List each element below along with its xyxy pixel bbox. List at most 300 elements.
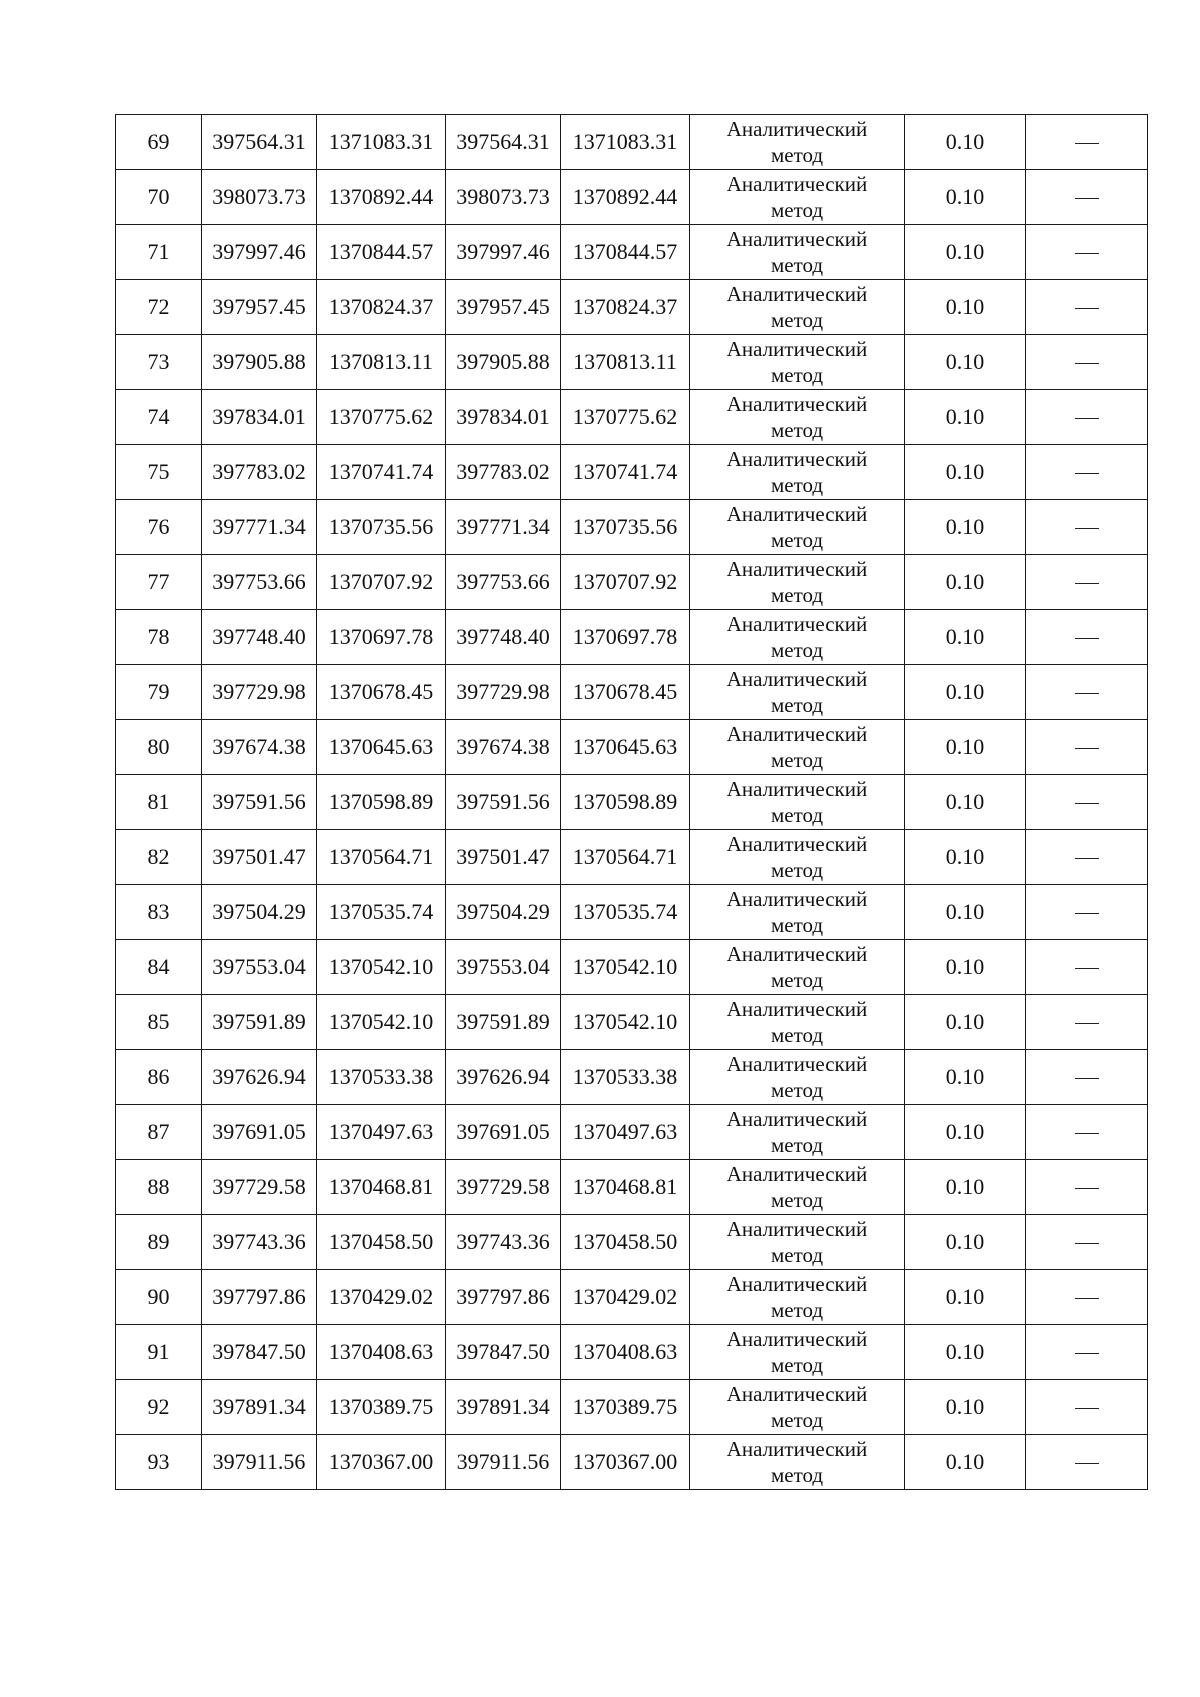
table-row [116,1160,1148,1215]
accuracy-cell: 0.10 [905,1105,1026,1160]
method-cell [690,1325,905,1380]
method-line-2: метод [770,363,824,387]
y-coordinate-new-cell: 1370542.10 [561,940,690,995]
note-cell [1026,445,1148,500]
table-row [116,885,1148,940]
table-row [116,1435,1148,1490]
table-row [116,170,1148,225]
dash-mark [1075,638,1099,639]
x-coordinate-existing-cell: 397501.47 [202,830,317,885]
accuracy-cell: 0.10 [905,555,1026,610]
point-number-cell: 71 [116,225,202,280]
method-line-2: метод [770,968,824,992]
method-cell [690,390,905,445]
method-line-1: Аналитический [726,612,868,636]
note-cell [1026,775,1148,830]
method-line-2: метод [770,253,824,277]
method-line-1: Аналитический [726,337,868,361]
x-coordinate-new-cell: 397504.29 [446,885,561,940]
table-row [116,940,1148,995]
note-cell [1026,885,1148,940]
point-number-cell: 91 [116,1325,202,1380]
note-cell [1026,1160,1148,1215]
method-cell [690,280,905,335]
point-number-cell: 90 [116,1270,202,1325]
x-coordinate-existing-cell: 397905.88 [202,335,317,390]
y-coordinate-existing-cell: 1370458.50 [317,1215,446,1270]
table-row [116,445,1148,500]
accuracy-cell: 0.10 [905,280,1026,335]
dash-mark [1075,1243,1099,1244]
method-line-2: метод [770,1188,824,1212]
method-line-1: Аналитический [726,502,868,526]
y-coordinate-new-cell: 1370429.02 [561,1270,690,1325]
x-coordinate-new-cell: 397891.34 [446,1380,561,1435]
note-cell [1026,610,1148,665]
x-coordinate-new-cell: 397729.98 [446,665,561,720]
x-coordinate-new-cell: 397783.02 [446,445,561,500]
x-coordinate-existing-cell: 397997.46 [202,225,317,280]
point-number-cell: 84 [116,940,202,995]
x-coordinate-new-cell: 397834.01 [446,390,561,445]
note-cell [1026,1380,1148,1435]
y-coordinate-existing-cell: 1370775.62 [317,390,446,445]
dash-mark [1075,748,1099,749]
note-cell [1026,1105,1148,1160]
x-coordinate-new-cell: 397847.50 [446,1325,561,1380]
table-row [116,665,1148,720]
method-line-2: метод [770,418,824,442]
y-coordinate-new-cell: 1370533.38 [561,1050,690,1105]
point-number-cell: 78 [116,610,202,665]
method-cell [690,445,905,500]
y-coordinate-existing-cell: 1370707.92 [317,555,446,610]
method-line-1: Аналитический [726,667,868,691]
y-coordinate-existing-cell: 1370542.10 [317,940,446,995]
method-cell [690,225,905,280]
method-line-2: метод [770,1463,824,1487]
table-body [116,115,1148,1490]
method-line-1: Аналитический [726,1052,868,1076]
y-coordinate-existing-cell: 1370892.44 [317,170,446,225]
x-coordinate-new-cell: 397905.88 [446,335,561,390]
y-coordinate-new-cell: 1370468.81 [561,1160,690,1215]
x-coordinate-existing-cell: 397674.38 [202,720,317,775]
method-line-1: Аналитический [726,832,868,856]
x-coordinate-existing-cell: 397729.58 [202,1160,317,1215]
accuracy-cell: 0.10 [905,1435,1026,1490]
x-coordinate-new-cell: 397564.31 [446,115,561,170]
dash-mark [1075,143,1099,144]
x-coordinate-existing-cell: 397553.04 [202,940,317,995]
y-coordinate-existing-cell: 1370598.89 [317,775,446,830]
point-number-cell: 69 [116,115,202,170]
method-cell [690,830,905,885]
method-cell [690,775,905,830]
dash-mark [1075,1463,1099,1464]
x-coordinate-new-cell: 397743.36 [446,1215,561,1270]
method-line-1: Аналитический [726,557,868,581]
note-cell [1026,390,1148,445]
x-coordinate-new-cell: 397911.56 [446,1435,561,1490]
y-coordinate-new-cell: 1370892.44 [561,170,690,225]
method-cell [690,1215,905,1270]
point-number-cell: 75 [116,445,202,500]
dash-mark [1075,968,1099,969]
y-coordinate-new-cell: 1370535.74 [561,885,690,940]
method-line-1: Аналитический [726,1327,868,1351]
y-coordinate-existing-cell: 1370429.02 [317,1270,446,1325]
x-coordinate-existing-cell: 397743.36 [202,1215,317,1270]
x-coordinate-new-cell: 397501.47 [446,830,561,885]
method-line-2: метод [770,1353,824,1377]
method-cell [690,555,905,610]
point-number-cell: 70 [116,170,202,225]
method-line-2: метод [770,858,824,882]
accuracy-cell: 0.10 [905,610,1026,665]
x-coordinate-existing-cell: 397626.94 [202,1050,317,1105]
method-cell [690,170,905,225]
method-line-1: Аналитический [726,777,868,801]
note-cell [1026,720,1148,775]
note-cell [1026,940,1148,995]
y-coordinate-new-cell: 1370497.63 [561,1105,690,1160]
point-number-cell: 73 [116,335,202,390]
table-row [116,280,1148,335]
x-coordinate-existing-cell: 397753.66 [202,555,317,610]
y-coordinate-existing-cell: 1370564.71 [317,830,446,885]
point-number-cell: 92 [116,1380,202,1435]
y-coordinate-new-cell: 1370367.00 [561,1435,690,1490]
table-row [116,1050,1148,1105]
method-line-1: Аналитический [726,117,868,141]
note-cell [1026,1435,1148,1490]
method-cell [690,1105,905,1160]
table-row [116,995,1148,1050]
x-coordinate-new-cell: 397674.38 [446,720,561,775]
dash-mark [1075,253,1099,254]
method-line-2: метод [770,1298,824,1322]
method-line-1: Аналитический [726,942,868,966]
dash-mark [1075,1408,1099,1409]
x-coordinate-existing-cell: 397504.29 [202,885,317,940]
accuracy-cell: 0.10 [905,665,1026,720]
table-row [116,115,1148,170]
method-line-2: метод [770,1408,824,1432]
table-row [116,775,1148,830]
accuracy-cell: 0.10 [905,830,1026,885]
accuracy-cell: 0.10 [905,225,1026,280]
dash-mark [1075,858,1099,859]
y-coordinate-new-cell: 1370408.63 [561,1325,690,1380]
method-line-1: Аналитический [726,1217,868,1241]
method-line-2: метод [770,308,824,332]
method-cell [690,885,905,940]
y-coordinate-new-cell: 1370741.74 [561,445,690,500]
method-line-2: метод [770,1133,824,1157]
point-number-cell: 86 [116,1050,202,1105]
x-coordinate-new-cell: 397797.86 [446,1270,561,1325]
method-line-2: метод [770,693,824,717]
method-cell [690,940,905,995]
table-row [116,225,1148,280]
dash-mark [1075,583,1099,584]
table-row [116,555,1148,610]
dash-mark [1075,693,1099,694]
note-cell [1026,1270,1148,1325]
note-cell [1026,170,1148,225]
note-cell [1026,225,1148,280]
coordinates-table [115,114,1148,1490]
x-coordinate-existing-cell: 397729.98 [202,665,317,720]
y-coordinate-new-cell: 1370824.37 [561,280,690,335]
x-coordinate-new-cell: 397553.04 [446,940,561,995]
y-coordinate-new-cell: 1370564.71 [561,830,690,885]
table-row [116,720,1148,775]
note-cell [1026,500,1148,555]
x-coordinate-existing-cell: 397783.02 [202,445,317,500]
method-line-2: метод [770,583,824,607]
y-coordinate-existing-cell: 1370542.10 [317,995,446,1050]
dash-mark [1075,1023,1099,1024]
dash-mark [1075,308,1099,309]
dash-mark [1075,198,1099,199]
accuracy-cell: 0.10 [905,775,1026,830]
y-coordinate-new-cell: 1370458.50 [561,1215,690,1270]
point-number-cell: 83 [116,885,202,940]
accuracy-cell: 0.10 [905,1270,1026,1325]
y-coordinate-existing-cell: 1370389.75 [317,1380,446,1435]
method-cell [690,720,905,775]
method-cell [690,665,905,720]
note-cell [1026,995,1148,1050]
table-row [116,1325,1148,1380]
y-coordinate-new-cell: 1370813.11 [561,335,690,390]
y-coordinate-new-cell: 1370645.63 [561,720,690,775]
y-coordinate-existing-cell: 1370408.63 [317,1325,446,1380]
accuracy-cell: 0.10 [905,995,1026,1050]
x-coordinate-new-cell: 397691.05 [446,1105,561,1160]
x-coordinate-new-cell: 397591.89 [446,995,561,1050]
point-number-cell: 85 [116,995,202,1050]
dash-mark [1075,418,1099,419]
note-cell [1026,115,1148,170]
accuracy-cell: 0.10 [905,1380,1026,1435]
x-coordinate-new-cell: 397957.45 [446,280,561,335]
point-number-cell: 72 [116,280,202,335]
x-coordinate-new-cell: 397626.94 [446,1050,561,1105]
y-coordinate-new-cell: 1370598.89 [561,775,690,830]
dash-mark [1075,1298,1099,1299]
accuracy-cell: 0.10 [905,940,1026,995]
note-cell [1026,1215,1148,1270]
note-cell [1026,665,1148,720]
y-coordinate-existing-cell: 1370844.57 [317,225,446,280]
y-coordinate-existing-cell: 1370824.37 [317,280,446,335]
accuracy-cell: 0.10 [905,445,1026,500]
y-coordinate-new-cell: 1370678.45 [561,665,690,720]
dash-mark [1075,913,1099,914]
y-coordinate-new-cell: 1371083.31 [561,115,690,170]
x-coordinate-new-cell: 397729.58 [446,1160,561,1215]
y-coordinate-new-cell: 1370735.56 [561,500,690,555]
y-coordinate-new-cell: 1370707.92 [561,555,690,610]
note-cell [1026,555,1148,610]
method-cell [690,1270,905,1325]
y-coordinate-existing-cell: 1370645.63 [317,720,446,775]
dash-mark [1075,1188,1099,1189]
y-coordinate-existing-cell: 1370735.56 [317,500,446,555]
point-number-cell: 87 [116,1105,202,1160]
dash-mark [1075,473,1099,474]
method-line-1: Аналитический [726,282,868,306]
y-coordinate-existing-cell: 1370813.11 [317,335,446,390]
table-row [116,500,1148,555]
method-line-2: метод [770,528,824,552]
method-line-2: метод [770,1243,824,1267]
dash-mark [1075,1078,1099,1079]
y-coordinate-new-cell: 1370542.10 [561,995,690,1050]
point-number-cell: 77 [116,555,202,610]
method-line-1: Аналитический [726,392,868,416]
y-coordinate-new-cell: 1370844.57 [561,225,690,280]
accuracy-cell: 0.10 [905,720,1026,775]
accuracy-cell: 0.10 [905,1160,1026,1215]
method-line-1: Аналитический [726,172,868,196]
note-cell [1026,280,1148,335]
y-coordinate-new-cell: 1370697.78 [561,610,690,665]
dash-mark [1075,363,1099,364]
method-line-1: Аналитический [726,227,868,251]
method-line-2: метод [770,1078,824,1102]
y-coordinate-existing-cell: 1370367.00 [317,1435,446,1490]
method-line-1: Аналитический [726,997,868,1021]
x-coordinate-existing-cell: 397564.31 [202,115,317,170]
dash-mark [1075,1353,1099,1354]
table-row [116,1270,1148,1325]
table-row [116,1215,1148,1270]
point-number-cell: 82 [116,830,202,885]
table-row [116,335,1148,390]
method-cell [690,1435,905,1490]
point-number-cell: 81 [116,775,202,830]
accuracy-cell: 0.10 [905,885,1026,940]
point-number-cell: 93 [116,1435,202,1490]
note-cell [1026,1050,1148,1105]
point-number-cell: 79 [116,665,202,720]
method-line-1: Аналитический [726,1107,868,1131]
method-line-1: Аналитический [726,887,868,911]
y-coordinate-existing-cell: 1370533.38 [317,1050,446,1105]
x-coordinate-existing-cell: 397797.86 [202,1270,317,1325]
method-line-2: метод [770,198,824,222]
table-row [116,390,1148,445]
method-line-1: Аналитический [726,447,868,471]
y-coordinate-existing-cell: 1371083.31 [317,115,446,170]
method-line-1: Аналитический [726,1382,868,1406]
y-coordinate-new-cell: 1370389.75 [561,1380,690,1435]
method-cell [690,995,905,1050]
method-line-1: Аналитический [726,722,868,746]
method-cell [690,335,905,390]
x-coordinate-new-cell: 397748.40 [446,610,561,665]
accuracy-cell: 0.10 [905,390,1026,445]
method-cell [690,610,905,665]
method-line-2: метод [770,803,824,827]
x-coordinate-existing-cell: 397891.34 [202,1380,317,1435]
x-coordinate-new-cell: 397771.34 [446,500,561,555]
x-coordinate-existing-cell: 397591.89 [202,995,317,1050]
method-line-1: Аналитический [726,1437,868,1461]
table-row [116,830,1148,885]
dash-mark [1075,803,1099,804]
note-cell [1026,335,1148,390]
method-line-2: метод [770,638,824,662]
dash-mark [1075,1133,1099,1134]
table-row [116,610,1148,665]
y-coordinate-existing-cell: 1370678.45 [317,665,446,720]
method-line-2: метод [770,473,824,497]
table-row [116,1105,1148,1160]
x-coordinate-existing-cell: 397748.40 [202,610,317,665]
method-cell [690,500,905,555]
x-coordinate-existing-cell: 397591.56 [202,775,317,830]
method-cell [690,1050,905,1105]
x-coordinate-existing-cell: 397691.05 [202,1105,317,1160]
accuracy-cell: 0.10 [905,1215,1026,1270]
y-coordinate-existing-cell: 1370697.78 [317,610,446,665]
x-coordinate-existing-cell: 397911.56 [202,1435,317,1490]
y-coordinate-existing-cell: 1370468.81 [317,1160,446,1215]
method-cell [690,1160,905,1215]
dash-mark [1075,528,1099,529]
x-coordinate-existing-cell: 397771.34 [202,500,317,555]
point-number-cell: 88 [116,1160,202,1215]
x-coordinate-existing-cell: 397834.01 [202,390,317,445]
x-coordinate-new-cell: 398073.73 [446,170,561,225]
point-number-cell: 74 [116,390,202,445]
x-coordinate-existing-cell: 398073.73 [202,170,317,225]
method-line-2: метод [770,913,824,937]
table-row [116,1380,1148,1435]
method-cell [690,115,905,170]
point-number-cell: 80 [116,720,202,775]
x-coordinate-existing-cell: 397847.50 [202,1325,317,1380]
point-number-cell: 89 [116,1215,202,1270]
accuracy-cell: 0.10 [905,1050,1026,1105]
y-coordinate-existing-cell: 1370497.63 [317,1105,446,1160]
x-coordinate-new-cell: 397753.66 [446,555,561,610]
x-coordinate-new-cell: 397591.56 [446,775,561,830]
note-cell [1026,830,1148,885]
method-line-2: метод [770,143,824,167]
accuracy-cell: 0.10 [905,170,1026,225]
method-line-1: Аналитический [726,1272,868,1296]
accuracy-cell: 0.10 [905,1325,1026,1380]
method-line-2: метод [770,1023,824,1047]
method-line-2: метод [770,748,824,772]
point-number-cell: 76 [116,500,202,555]
accuracy-cell: 0.10 [905,500,1026,555]
accuracy-cell: 0.10 [905,335,1026,390]
method-cell [690,1380,905,1435]
note-cell [1026,1325,1148,1380]
method-line-1: Аналитический [726,1162,868,1186]
y-coordinate-new-cell: 1370775.62 [561,390,690,445]
y-coordinate-existing-cell: 1370535.74 [317,885,446,940]
accuracy-cell: 0.10 [905,115,1026,170]
y-coordinate-existing-cell: 1370741.74 [317,445,446,500]
